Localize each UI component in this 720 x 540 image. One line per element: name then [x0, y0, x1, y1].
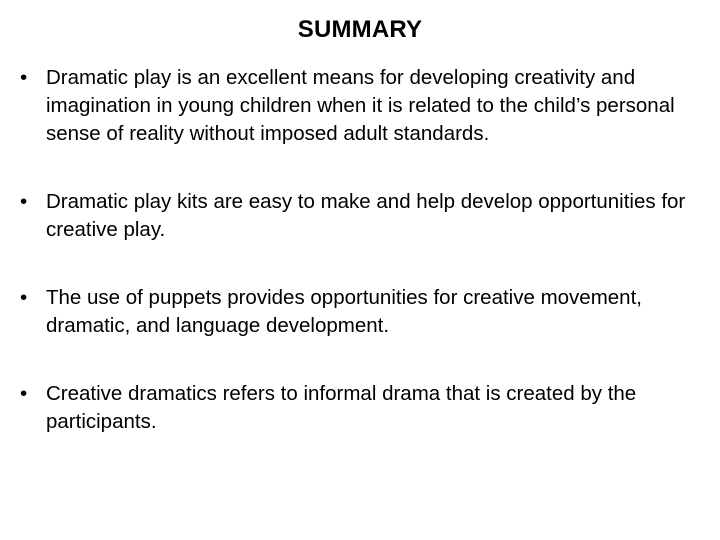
bullet-item: [20, 284, 712, 340]
slide-title: SUMMARY: [297, 16, 423, 43]
bullet-item: [20, 188, 712, 244]
bullet-item: [20, 64, 712, 148]
bullet-item: [20, 380, 712, 436]
bullet-list: [20, 64, 712, 476]
bullet-text: Dramatic play kits are easy to make and help develop opportunities for creative play.: [46, 190, 686, 241]
bullet-dot-icon: •: [20, 382, 28, 405]
bullet-text: Creative dramatics refers to informal drama that is created by the participants.: [46, 382, 637, 433]
bullet-dot-icon: •: [20, 190, 28, 213]
bullet-dot-icon: •: [20, 66, 28, 89]
bullet-text: Dramatic play is an excellent means for developing creativity and imagination in young children when it is related to the child’s personal sense of reality without imposed adult standards.: [46, 66, 675, 145]
bullet-text: The use of puppets provides opportunities for creative movement, dramatic, and language development.: [46, 286, 642, 337]
bullet-dot-icon: •: [20, 286, 28, 309]
